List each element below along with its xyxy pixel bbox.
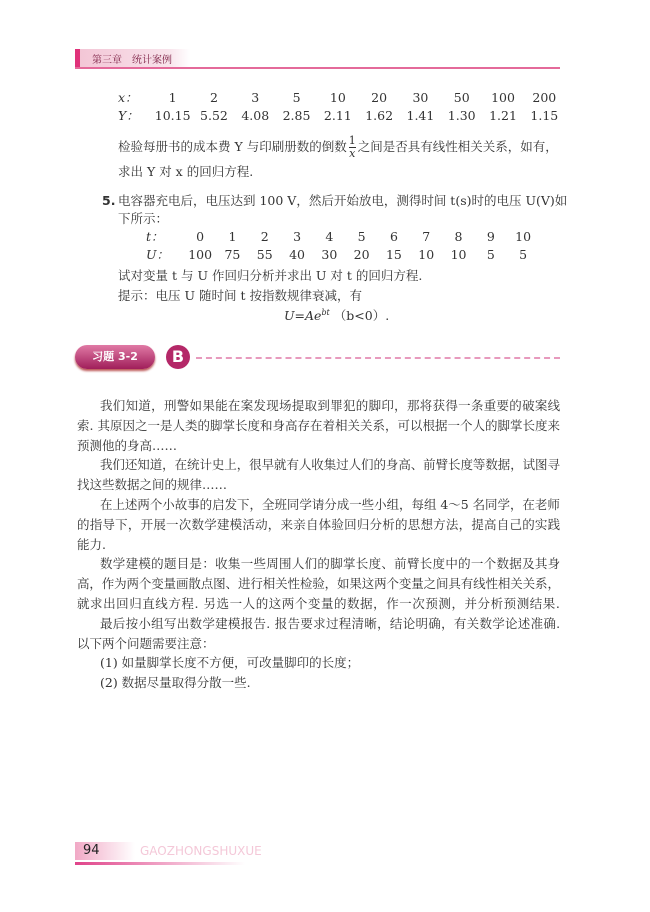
table1-y-row [152,108,565,124]
body-line: 能力. [77,536,106,552]
table-cell: 2 [209,90,218,105]
q5-line1: 电容器充电后，电压达到 100 V，然后开始放电，测得时间 t(s)时的电压 U(V)如 [118,193,568,208]
table-cell: 5 [486,247,495,262]
q5-line3: 试对变量 t 与 U 作回归分析并求出 U 对 t 的回归方程. [118,268,423,283]
table-cell: 55 [256,247,273,262]
table-cell: 2.85 [282,108,311,123]
body-line: 我们还知道，在统计史上，很早就有人收集过人们的身高、前臂长度等数据，试图寻 [100,457,560,473]
body-line: 高，作为两个变量画散点图、进行相关性检验，如果这两个变量之间具有线性相关关系， [77,576,560,592]
table2-u-label: U： [146,247,170,262]
body-line: 找这些数据之间的规律…… [77,477,228,493]
body-line: 的指导下，开展一次数学建模活动，来亲自体验回归分析的思想方法，提高自己的实践 [77,516,561,532]
table-cell: 1.30 [447,108,476,123]
table-cell: 10 [418,247,435,262]
table-cell: 6 [389,229,398,244]
table-cell: 75 [224,247,241,262]
table-cell: 1 [168,90,177,105]
table2-t-row [184,229,539,245]
q4-line2: 求出 Y 对 x 的回归方程. [118,164,254,179]
table-cell: 30 [321,247,338,262]
q5-line2: 下所示： [118,211,169,226]
table-cell: 30 [412,90,429,105]
fraction: $\frac{1}{x}$ [348,134,356,160]
table-cell: 1.21 [489,108,517,123]
chapter-title: 第三章 统计案例 [92,55,172,66]
table-cell: 1.15 [530,108,559,123]
footer-watermark: GAOZHONGSHUXUE [140,844,262,858]
table-cell: 5.52 [200,108,228,123]
table-cell: 20 [353,247,370,262]
table-cell: 7 [422,229,431,244]
table-cell: 5 [519,247,528,262]
table-cell: 40 [289,247,305,262]
header-divider [75,67,560,69]
table-cell: 1.62 [365,108,394,123]
chapter-header [75,49,190,67]
table-cell: 3 [251,90,260,105]
section-divider [196,357,560,359]
body-line: 预测他的身高…… [77,437,178,453]
body-line: 就求出回归直线方程. 另选一人的这两个变量的数据，作一次预测，并分析预测结果. [77,596,561,611]
body-line: 以下两个问题需要注意： [77,635,215,651]
table-cell: 4.08 [241,108,270,123]
page-number: 94 [83,843,100,858]
q4-line1: 检验每册书的成本费 Y 与印刷册数的倒数 $\frac{1}{x}$ 之间是否具有线性相关关系，如有， [118,134,558,160]
table-cell: 5 [292,90,301,105]
table-cell: 1 [228,229,237,244]
table-cell: 2.11 [323,108,352,123]
table-cell: 10 [515,229,532,244]
table1-x-row [152,90,565,106]
table-cell: 1.41 [406,108,435,123]
section-level-badge: B [166,345,190,369]
body-line: 数学建模的题目是：收集一些周围人们的脚掌长度、前臂长度中的一个数据及其身 [100,556,561,572]
footer-page-box [75,842,135,860]
table-cell: 50 [453,90,470,105]
table-cell: 10 [329,90,346,105]
body-line: 在上述两个小故事的启发下，全班同学请分成一些小组，每组 4～5 名同学，在老师 [100,497,560,512]
table-cell: 0 [196,229,205,244]
body-line: 我们知道，刑警如果能在案发现场提取到罪犯的脚印，那将获得一条重要的破案线 [100,398,561,413]
table-cell: 8 [454,229,463,244]
table-cell: 100 [491,90,515,105]
table1-x-label: x： [118,90,138,105]
table-cell: 5 [357,229,366,244]
table-cell: 100 [188,247,213,262]
table-cell: 3 [293,229,302,244]
section-banner: 习题 3-2 [75,345,155,369]
table-cell: 2 [260,229,269,244]
body-line: 最后按小组写出数学建模报告. 报告要求过程清晰，结论明确，有关数学论述准确. [100,615,561,631]
body-line: 索. 其原因之一是人类的脚掌长度和身高存在着相关关系，可以根据一个人的脚掌长度来 [77,417,560,433]
table-cell: 200 [532,90,557,105]
q5-number: 5. [102,193,116,208]
footer-bar [75,862,245,865]
table1-y-label: Y： [118,108,139,123]
table-cell: 15 [385,247,402,262]
table-cell: 4 [325,229,334,244]
table-cell: 9 [486,229,495,244]
table-cell: 10 [450,247,467,262]
table2-u-row [184,247,539,263]
q5-formula: $U=Ae^{bt}$ （b<0）. [284,307,390,323]
table2-t-label: t： [146,229,164,244]
body-line: (1) 如量脚掌长度不方便，可改量脚印的长度； [100,655,360,671]
q5-hint: 提示：电压 U 随时间 t 按指数规律衰减，有 [118,288,362,303]
table-cell: 10.15 [154,108,191,123]
body-line: (2) 数据尽量取得分散一些. [100,675,251,691]
table-cell: 20 [371,90,388,105]
